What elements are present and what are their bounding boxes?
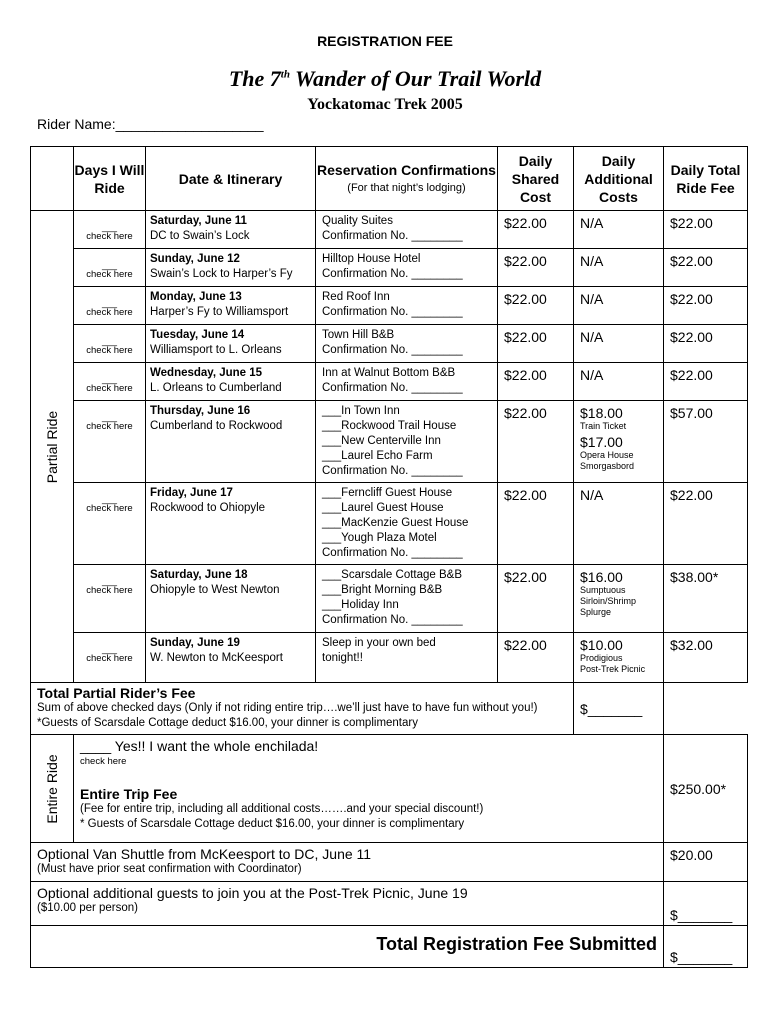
- lodging-option[interactable]: ___Yough Plaza Motel: [322, 532, 437, 544]
- date-itinerary: [146, 401, 316, 483]
- check-here-label: check here: [86, 307, 133, 318]
- day-checkbox[interactable]: [74, 565, 146, 633]
- itinerary-route: Ohiopyle to West Newton: [150, 584, 280, 596]
- additional-cost-note: Sumptuous: [580, 585, 626, 595]
- itinerary-route: W. Newton to McKeesport: [150, 652, 283, 664]
- shared-cost: $22.00: [498, 211, 574, 249]
- header-row: [31, 147, 748, 211]
- entire-ride-label: Entire Ride: [44, 753, 60, 824]
- check-here-label: check here: [86, 231, 133, 242]
- date-itinerary: [146, 249, 316, 287]
- daily-total-fee: $22.00: [664, 363, 748, 401]
- additional-cost-value: N/A: [580, 487, 604, 503]
- additional-cost-value: N/A: [580, 329, 604, 345]
- total-partial-row: [31, 683, 748, 735]
- itinerary-route: Rockwood to Ohiopyle: [150, 502, 266, 514]
- col-date: Date & Itinerary: [146, 147, 316, 211]
- grand-total-amount[interactable]: $_______: [664, 926, 748, 968]
- table-row: [31, 249, 748, 287]
- whole-enchilada-blank[interactable]: ____: [80, 738, 112, 754]
- itinerary-date: Friday, June 17: [150, 487, 233, 499]
- itinerary-date: Sunday, June 12: [150, 253, 240, 265]
- van-shuttle-row: [31, 843, 748, 882]
- daily-total-fee: $22.00: [664, 249, 748, 287]
- additional-cost-value: $10.00: [580, 637, 623, 653]
- lodging-option[interactable]: ___Ferncliff Guest House: [322, 487, 453, 499]
- confirmation-number[interactable]: Confirmation No. ________: [322, 614, 463, 626]
- shared-cost: $22.00: [498, 633, 574, 683]
- total-partial-info: [31, 683, 574, 735]
- entire-trip-line1: (Fee for entire trip, including all additional costs…….and your special discount!): [80, 803, 484, 815]
- col-shared: Daily Shared Cost: [498, 147, 574, 211]
- confirmation-number[interactable]: Confirmation No. ________: [322, 344, 463, 356]
- event-title-prefix: The 7: [228, 66, 281, 91]
- day-checkbox[interactable]: [74, 287, 146, 325]
- lodging-option[interactable]: ___Scarsdale Cottage B&B: [322, 569, 463, 581]
- lodging-options: [316, 633, 498, 683]
- daily-total-fee: $57.00: [664, 401, 748, 483]
- table-row: [31, 483, 748, 565]
- check-here-label: check here: [86, 653, 133, 664]
- total-partial-amount[interactable]: $_______: [574, 683, 664, 735]
- lodging-options: [316, 363, 498, 401]
- confirmation-number[interactable]: Confirmation No. ________: [322, 465, 463, 477]
- itinerary-date: Saturday, June 11: [150, 215, 247, 227]
- daily-total-fee: $32.00: [664, 633, 748, 683]
- day-checkbox[interactable]: [74, 401, 146, 483]
- lodging-name: Inn at Walnut Bottom B&B: [322, 367, 456, 379]
- lodging-option[interactable]: ___MacKenzie Guest House: [322, 517, 469, 529]
- partial-ride-side: [31, 211, 74, 683]
- additional-cost: [574, 565, 664, 633]
- partial-ride-label: Partial Ride: [44, 410, 60, 483]
- whole-enchilada-text: Yes!! I want the whole enchilada!: [114, 738, 319, 754]
- itinerary-date: Saturday, June 18: [150, 569, 248, 581]
- van-shuttle-note: (Must have prior seat confirmation with Coordinator): [37, 863, 302, 875]
- additional-cost-note: Train Ticket: [580, 421, 627, 431]
- additional-cost-value: N/A: [580, 215, 604, 231]
- day-checkbox[interactable]: [74, 211, 146, 249]
- additional-cost-value: $18.00: [580, 405, 623, 421]
- confirmation-number[interactable]: Confirmation No. ________: [322, 547, 463, 559]
- col-additional: Daily Additional Costs: [574, 147, 664, 211]
- entire-ride-side: [31, 735, 74, 843]
- table-row: [31, 401, 748, 483]
- itinerary-date: Sunday, June 19: [150, 637, 240, 649]
- check-here-label: check here: [86, 383, 133, 394]
- shared-cost: $22.00: [498, 363, 574, 401]
- check-here-label: check here: [86, 345, 133, 356]
- daily-total-fee: $38.00*: [664, 565, 748, 633]
- itinerary-route: Swain’s Lock to Harper’s Fy: [150, 268, 293, 280]
- confirmation-number[interactable]: Confirmation No. ________: [322, 306, 463, 318]
- day-checkbox[interactable]: [74, 633, 146, 683]
- check-blank[interactable]: ___: [101, 336, 118, 346]
- shared-cost: $22.00: [498, 401, 574, 483]
- additional-guests-note: ($10.00 per person): [37, 902, 139, 914]
- check-blank[interactable]: ___: [101, 260, 118, 270]
- lodging-name: Sleep in your own bed: [322, 637, 436, 649]
- additional-cost: [574, 211, 664, 249]
- itinerary-route: Harper’s Fy to Williamsport: [150, 306, 289, 318]
- itinerary-rows: [31, 211, 748, 683]
- check-here-label: check here: [86, 503, 133, 514]
- whole-enchilada-check-label: check here: [80, 756, 127, 767]
- shared-cost: $22.00: [498, 565, 574, 633]
- day-checkbox[interactable]: [74, 249, 146, 287]
- additional-guests-row: [31, 882, 748, 926]
- additional-cost-value: $16.00: [580, 569, 623, 585]
- total-partial-line2: *Guests of Scarsdale Cottage deduct $16.00, your dinner is complimentary: [37, 717, 418, 729]
- additional-cost: [574, 363, 664, 401]
- itinerary-route: L. Orleans to Cumberland: [150, 382, 282, 394]
- check-blank[interactable]: ___: [101, 494, 118, 504]
- date-itinerary: [146, 363, 316, 401]
- itinerary-date: Wednesday, June 15: [150, 367, 263, 379]
- lodging-options: [316, 249, 498, 287]
- day-checkbox[interactable]: [74, 483, 146, 565]
- table-row: [31, 633, 748, 683]
- additional-cost-value: N/A: [580, 291, 604, 307]
- event-subtitle: Yockatomac Trek 2005: [307, 96, 463, 113]
- date-itinerary: [146, 483, 316, 565]
- date-itinerary: [146, 565, 316, 633]
- col-reservation: [316, 147, 498, 211]
- day-checkbox[interactable]: [74, 363, 146, 401]
- col-days: Days I Will Ride: [74, 147, 146, 211]
- total-partial-line1: Sum of above checked days (Only if not riding entire trip….we’ll just have to have fun without you!): [37, 702, 538, 714]
- grand-total-row: [31, 926, 748, 968]
- daily-total-fee: $22.00: [664, 325, 748, 363]
- daily-total-fee: $22.00: [664, 211, 748, 249]
- confirmation-number[interactable]: Confirmation No. ________: [322, 230, 463, 242]
- event-title-sup: th: [280, 68, 290, 81]
- registration-fee-heading: REGISTRATION FEE: [317, 33, 453, 49]
- table-row: [31, 565, 748, 633]
- lodging-options: [316, 483, 498, 565]
- itinerary-route: Williamsport to L. Orleans: [150, 344, 282, 356]
- daily-total-fee: $22.00: [664, 287, 748, 325]
- whole-enchilada-option[interactable]: [80, 739, 657, 754]
- lodging-options: [316, 325, 498, 363]
- additional-cost: [574, 633, 664, 683]
- lodging-option[interactable]: ___Holiday Inn: [322, 599, 399, 611]
- check-here-label: check here: [86, 269, 133, 280]
- event-title: [0, 66, 770, 92]
- table-row: [31, 363, 748, 401]
- itinerary-route: DC to Swain’s Lock: [150, 230, 250, 242]
- additional-cost-note: Prodigious: [580, 653, 623, 663]
- header-blank: [31, 147, 74, 211]
- additional-cost-note: Sirloin/Shrimp: [580, 596, 637, 606]
- van-shuttle-amount: $20.00: [664, 843, 748, 882]
- check-here-label: check here: [86, 585, 133, 596]
- additional-cost: [574, 401, 664, 483]
- additional-cost-note: Smorgasbord: [580, 461, 635, 471]
- date-itinerary: [146, 287, 316, 325]
- lodging-option[interactable]: ___Bright Morning B&B: [322, 584, 443, 596]
- lodging-name: Town Hill B&B: [322, 329, 395, 341]
- lodging-option[interactable]: ___New Centerville Inn: [322, 435, 441, 447]
- additional-cost: [574, 249, 664, 287]
- check-blank[interactable]: ___: [101, 374, 118, 384]
- lodging-option[interactable]: ___Rockwood Trail House: [322, 420, 457, 432]
- event-title-suffix: Wander of Our Trail World: [289, 66, 542, 91]
- day-checkbox[interactable]: [74, 325, 146, 363]
- additional-cost-note: Splurge: [580, 607, 612, 617]
- date-itinerary: [146, 325, 316, 363]
- additional-guests-amount[interactable]: $_______: [664, 882, 748, 926]
- date-itinerary: [146, 211, 316, 249]
- table-row: [31, 325, 748, 363]
- grand-total-label: Total Registration Fee Submitted: [31, 926, 664, 968]
- lodging-option[interactable]: ___In Town Inn: [322, 405, 400, 417]
- shared-cost: $22.00: [498, 249, 574, 287]
- check-blank[interactable]: ___: [101, 644, 118, 654]
- daily-total-fee: $22.00: [664, 483, 748, 565]
- lodging-name: Red Roof Inn: [322, 291, 390, 303]
- additional-cost-note: Opera House: [580, 450, 634, 460]
- entire-trip-amount: $250.00*: [664, 735, 748, 843]
- additional-guests-info: [31, 882, 664, 926]
- additional-cost-note: Post-Trek Picnic: [580, 664, 646, 674]
- shared-cost: $22.00: [498, 287, 574, 325]
- lodging-options: [316, 211, 498, 249]
- additional-cost: [574, 287, 664, 325]
- check-here-label: check here: [86, 421, 133, 432]
- itinerary-date: Tuesday, June 14: [150, 329, 245, 341]
- lodging-option[interactable]: ___Laurel Echo Farm: [322, 450, 433, 462]
- itinerary-route: Cumberland to Rockwood: [150, 420, 283, 432]
- shared-cost: $22.00: [498, 483, 574, 565]
- entire-ride-info: [74, 735, 664, 843]
- check-blank[interactable]: ___: [101, 298, 118, 308]
- lodging-options: [316, 401, 498, 483]
- lodging-options: [316, 565, 498, 633]
- lodging-option[interactable]: ___Laurel Guest House: [322, 502, 444, 514]
- confirmation-number[interactable]: Confirmation No. ________: [322, 268, 463, 280]
- additional-cost: [574, 325, 664, 363]
- confirmation-number[interactable]: Confirmation No. ________: [322, 382, 463, 394]
- shared-cost: $22.00: [498, 325, 574, 363]
- entire-trip-title: Entire Trip Fee: [80, 786, 178, 802]
- additional-cost-value: N/A: [580, 367, 604, 383]
- table-row: [31, 211, 748, 249]
- lodging-name: Quality Suites: [322, 215, 393, 227]
- van-shuttle-title: Optional Van Shuttle from McKeesport to DC, June 11: [37, 846, 372, 862]
- table-row: [31, 287, 748, 325]
- check-blank[interactable]: ___: [101, 222, 118, 232]
- registration-table: [30, 146, 748, 968]
- lodging-name: Hilltop House Hotel: [322, 253, 421, 265]
- entire-ride-row: [31, 735, 748, 843]
- rider-name-field[interactable]: Rider Name:___________________: [37, 116, 264, 132]
- additional-cost-value: N/A: [580, 253, 604, 269]
- col-total: Daily Total Ride Fee: [664, 147, 748, 211]
- total-partial-title: Total Partial Rider’s Fee: [37, 685, 196, 701]
- date-itinerary: [146, 633, 316, 683]
- itinerary-date: Monday, June 13: [150, 291, 242, 303]
- check-blank[interactable]: ___: [101, 412, 118, 422]
- van-shuttle-info: [31, 843, 664, 882]
- additional-guests-title: Optional additional guests to join you at the Post-Trek Picnic, June 19: [37, 885, 468, 901]
- lodging-name: tonight!!: [322, 652, 363, 664]
- check-blank[interactable]: ___: [101, 576, 118, 586]
- additional-cost-value: $17.00: [580, 434, 623, 450]
- lodging-options: [316, 287, 498, 325]
- itinerary-date: Thursday, June 16: [150, 405, 251, 417]
- entire-trip-line2: * Guests of Scarsdale Cottage deduct $16.00, your dinner is complimentary: [80, 818, 465, 830]
- col-reservation-sub: (For that night’s lodging): [347, 181, 466, 194]
- col-reservation-title: Reservation Confirmations: [317, 161, 496, 178]
- additional-cost: [574, 483, 664, 565]
